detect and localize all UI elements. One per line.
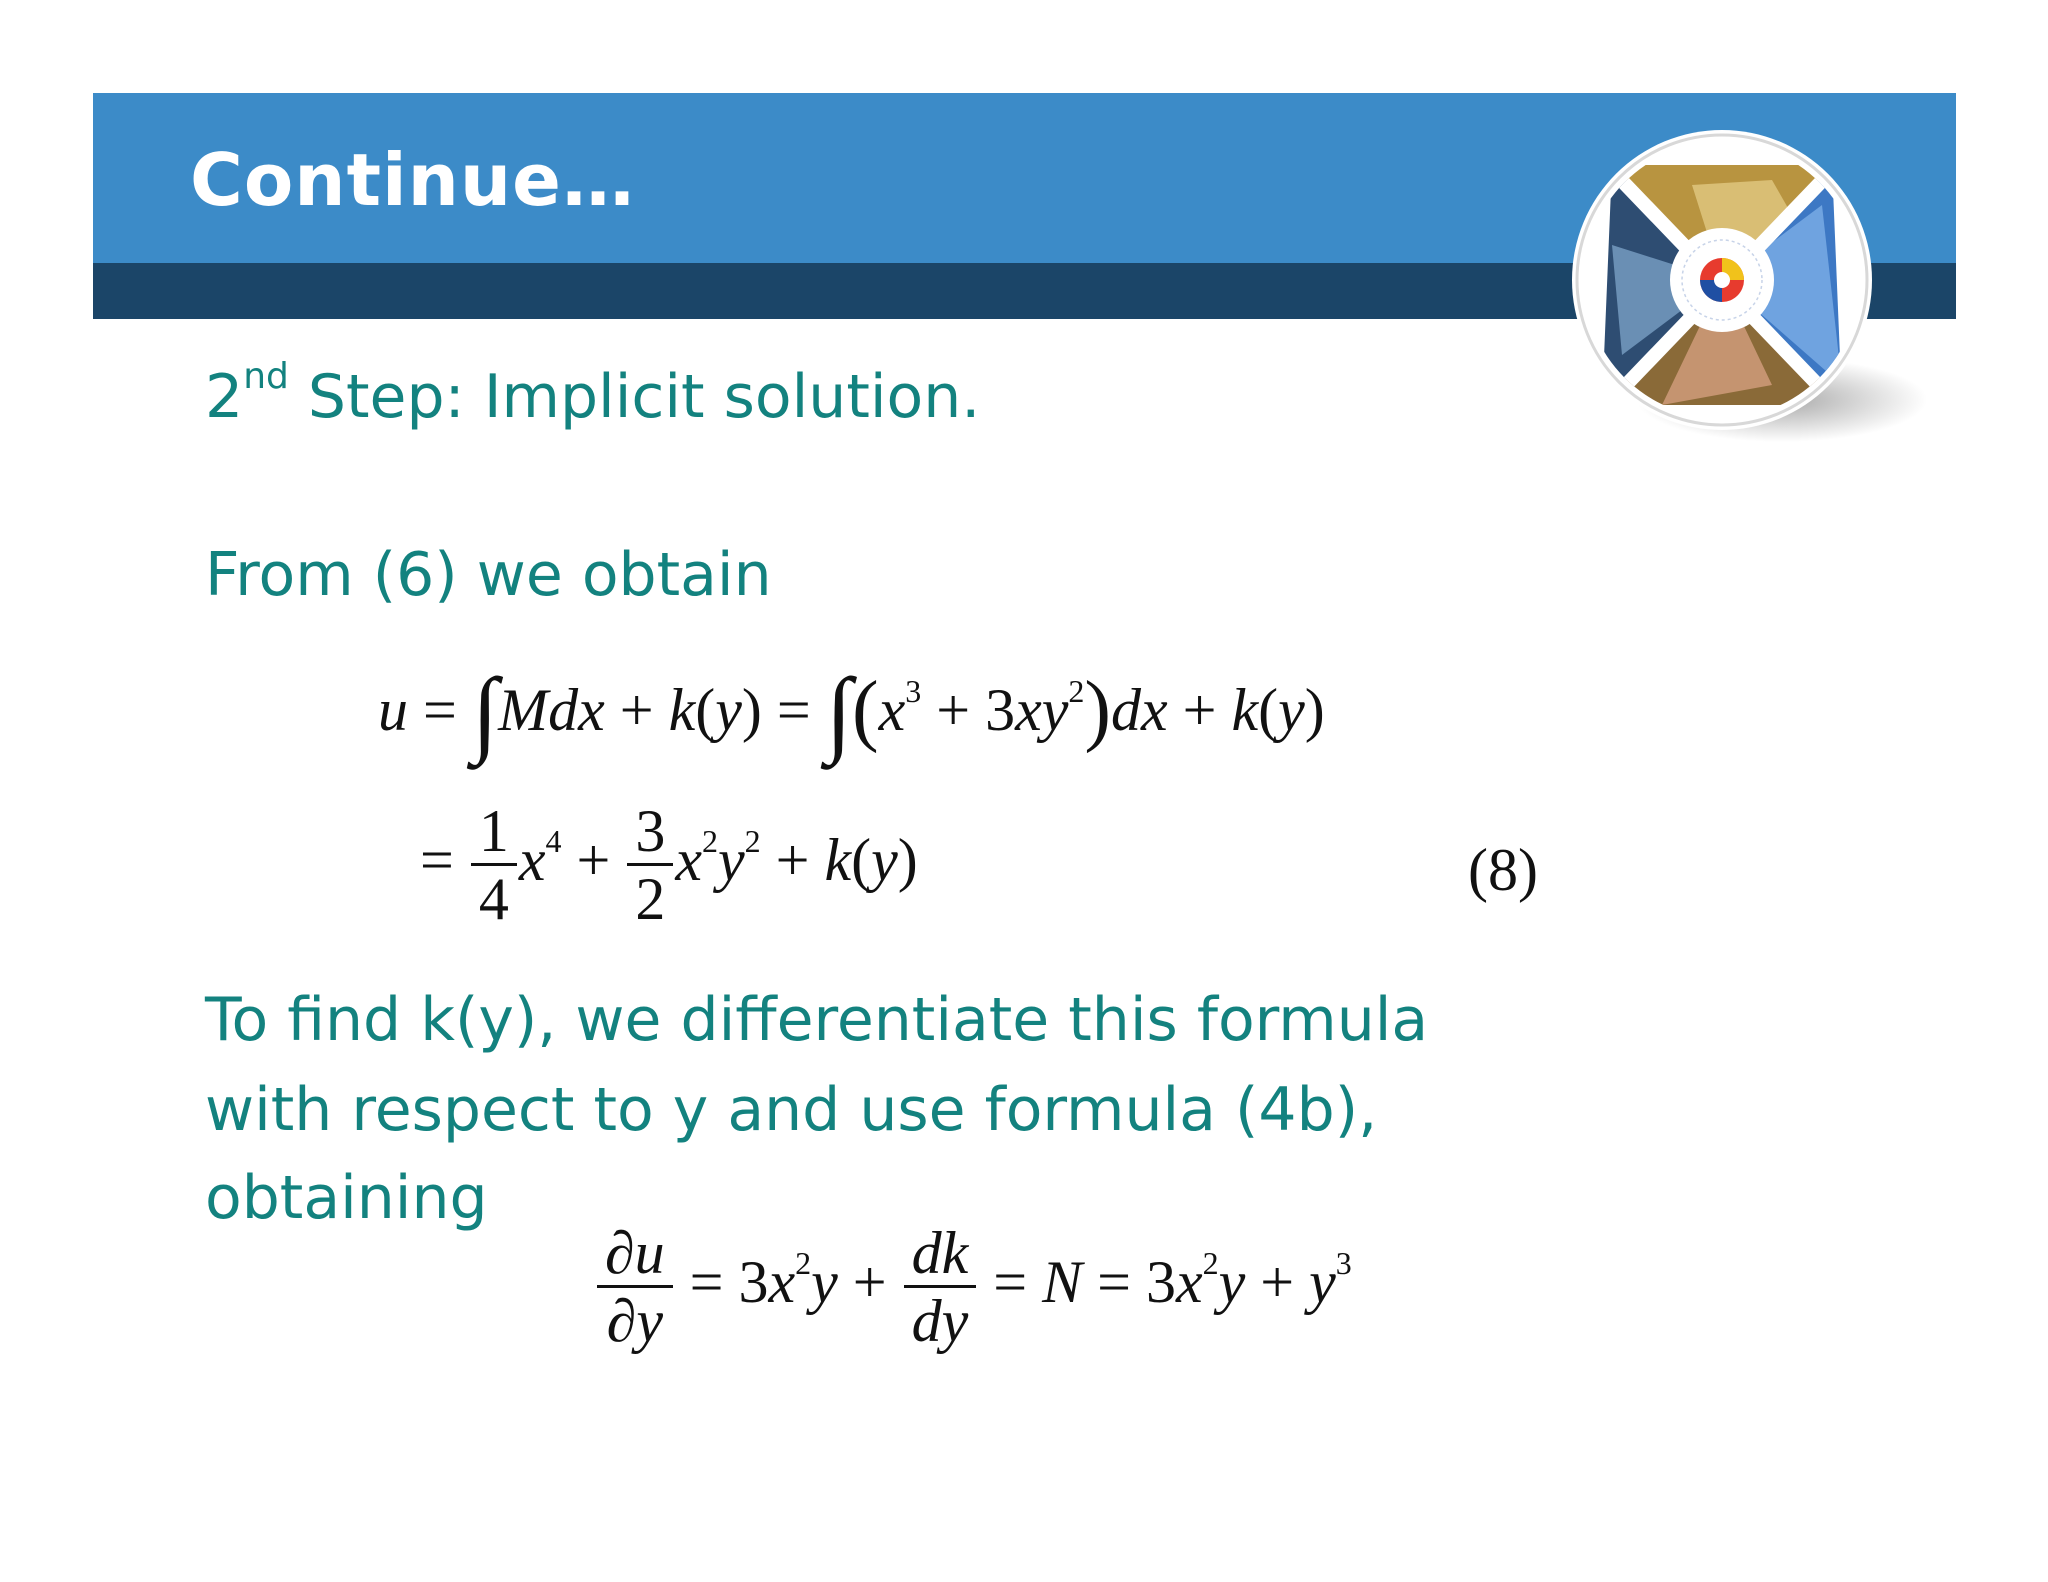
equation-derivative: $\frac{\partial u}{\partial y}$ = $3x^2y$ + $\frac{dk}{dy}$ = $N = 3x^2y + y^3$ (595, 1222, 1352, 1354)
slide-title: Continue… (190, 138, 636, 222)
equation-integral: $u = \int Mdx + k(y) = \int(x^3 + 3xy^2)dx + k(y)$ (378, 658, 1325, 765)
equation-number: (8) (1468, 837, 1538, 903)
step-number: 2 (205, 362, 244, 432)
step-heading (205, 356, 981, 432)
from-line: From (6) we obtain (205, 540, 772, 610)
university-logo-icon (1572, 125, 1932, 455)
body-line-1: To find k(y), we differentiate this formula (205, 985, 1429, 1055)
body-line-2: with respect to y and use formula (4b), (205, 1075, 1378, 1145)
body-line-3: obtaining (205, 1163, 488, 1233)
step-ordinal: nd (243, 356, 289, 397)
equation-result: = $\frac{1}{4}$ $x^4$ + $\frac{3}{2}$ $x^2y^2 + k(y)$ (420, 798, 918, 932)
step-text: Step: Implicit solution. (288, 362, 981, 432)
